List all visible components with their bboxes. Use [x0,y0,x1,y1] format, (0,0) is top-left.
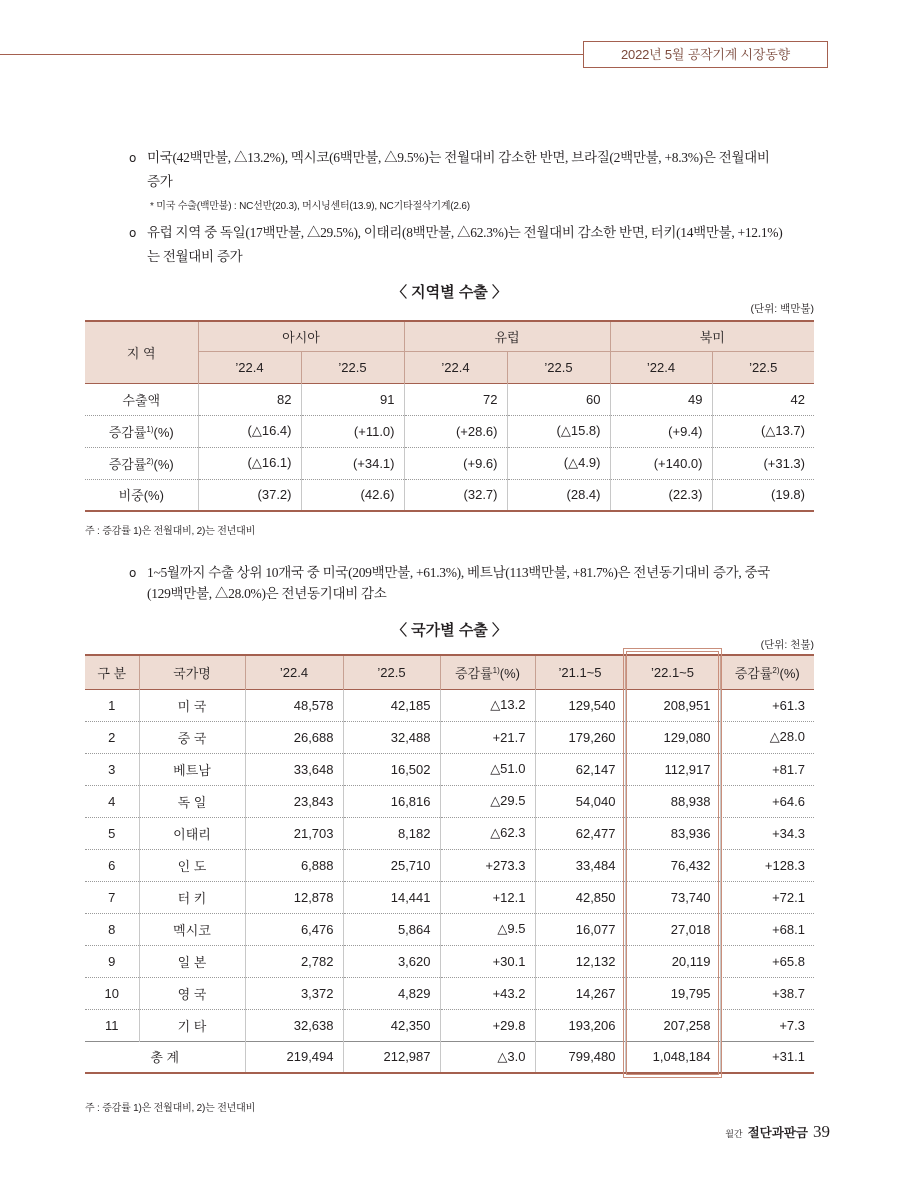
footnote-marker: 1) [492,665,500,675]
page-footer [725,1122,830,1142]
header-unit: (%) [499,665,521,681]
magazine-name: 절단과판금 [747,1126,808,1140]
value-cell: △62.3 [440,817,535,849]
group-header-north-america: 북미 [610,321,814,351]
value-cell: (+9.6) [404,447,507,479]
row-label [85,479,198,511]
value-cell: 33,648 [245,753,343,785]
country-name-cell: 인 도 [139,849,245,881]
region-table-row [85,479,814,511]
rank-cell: 9 [85,945,139,977]
footnote-marker: 1) [146,424,154,434]
value-cell: +21.7 [440,721,535,753]
group-header-europe: 유럽 [404,321,610,351]
value-cell: 16,502 [343,753,440,785]
value-cell: 42 [712,383,814,415]
group-header-asia: 아시아 [198,321,404,351]
value-cell: 54,040 [535,785,625,817]
country-name-cell: 영 국 [139,977,245,1009]
rank-cell: 6 [85,849,139,881]
value-cell: 82 [198,383,301,415]
col-header-country: 국가명 [139,655,245,689]
value-cell: +68.1 [720,913,814,945]
header-text: 증감률 [454,665,493,681]
value-cell: (△16.4) [198,415,301,447]
value-cell: (△13.7) [712,415,814,447]
value-cell: 129,080 [625,721,720,753]
rank-cell: 5 [85,817,139,849]
row-label [85,415,198,447]
value-cell: +81.7 [720,753,814,785]
value-cell: +34.3 [720,817,814,849]
country-name-cell: 독 일 [139,785,245,817]
country-table-row [85,1009,814,1041]
value-cell: 212,987 [343,1041,440,1073]
country-export-table [85,654,814,1074]
footnote-marker: 2) [146,456,154,466]
col-header-period: ’22.1~5 [625,655,720,689]
region-table-title: 〈 지역별 수출 〉 [392,284,507,301]
col-header-rank: 구 분 [85,655,139,689]
footnote-marker: 2) [772,665,780,675]
value-cell: +128.3 [720,849,814,881]
value-cell: (22.3) [610,479,712,511]
bullet-text-line: 는 전월대비 증가 [147,249,243,264]
row-label-unit: (%) [153,456,174,472]
value-cell: 6,888 [245,849,343,881]
period-header: ’22.5 [712,351,814,383]
country-table-title: 〈 국가별 수출 〉 [392,622,507,639]
row-label-text: 비중(%) [118,488,164,504]
value-cell: 32,488 [343,721,440,753]
country-table-total-row [85,1041,814,1073]
col-header-change-yoy [720,655,814,689]
value-cell: 4,829 [343,977,440,1009]
footnote: * 미국 수출(백만불) : NC선반(20.3), 머시닝센터(13.9), NC기타절삭기계(2.6) [150,201,470,212]
col-header-period: ’22.4 [245,655,343,689]
magazine-prefix: 월간 [725,1129,743,1139]
region-table-body [85,383,814,511]
total-label: 총 계 [85,1041,245,1073]
country-table-row [85,753,814,785]
value-cell: (△16.1) [198,447,301,479]
value-cell: 12,132 [535,945,625,977]
col-header-period: ’21.1~5 [535,655,625,689]
value-cell: 219,494 [245,1041,343,1073]
header-row [85,321,814,351]
value-cell: (32.7) [404,479,507,511]
value-cell: 8,182 [343,817,440,849]
region-export-table [85,320,814,512]
value-cell: 62,477 [535,817,625,849]
value-cell: △13.2 [440,689,535,721]
value-cell: (△4.9) [507,447,610,479]
value-cell: 91 [301,383,404,415]
country-name-cell: 중 국 [139,721,245,753]
row-label [85,447,198,479]
value-cell: 5,864 [343,913,440,945]
value-cell: +7.3 [720,1009,814,1041]
country-name-cell: 베트남 [139,753,245,785]
value-cell: △9.5 [440,913,535,945]
country-table-row [85,849,814,881]
value-cell: 799,480 [535,1041,625,1073]
bullet-text-line: 증가 [147,174,173,189]
value-cell: +61.3 [720,689,814,721]
value-cell: +31.1 [720,1041,814,1073]
value-cell: (+11.0) [301,415,404,447]
bullet-text-line: (129백만불, △28.0%)은 전년동기대비 감소 [147,586,387,601]
value-cell: (37.2) [198,479,301,511]
value-cell: 14,441 [343,881,440,913]
value-cell: 33,484 [535,849,625,881]
value-cell: 20,119 [625,945,720,977]
value-cell: 129,540 [535,689,625,721]
value-cell: 6,476 [245,913,343,945]
value-cell: (19.8) [712,479,814,511]
country-table-row [85,817,814,849]
country-name-cell: 일 본 [139,945,245,977]
rank-cell: 7 [85,881,139,913]
value-cell: 88,938 [625,785,720,817]
value-cell: 207,258 [625,1009,720,1041]
value-cell: △29.5 [440,785,535,817]
row-label-unit: (%) [153,424,174,440]
value-cell: 193,206 [535,1009,625,1041]
value-cell: 3,372 [245,977,343,1009]
value-cell: +43.2 [440,977,535,1009]
value-cell: △3.0 [440,1041,535,1073]
rank-cell: 8 [85,913,139,945]
value-cell: 26,688 [245,721,343,753]
country-table-body [85,689,814,1073]
corner-header: 지 역 [85,321,198,383]
value-cell: (△15.8) [507,415,610,447]
period-header: ’22.5 [301,351,404,383]
value-cell: △51.0 [440,753,535,785]
value-cell: +12.1 [440,881,535,913]
header-unit: (%) [779,665,800,681]
value-cell: +29.8 [440,1009,535,1041]
rank-cell: 3 [85,753,139,785]
table-note: 주 : 증감률 1)은 전월대비, 2)는 전년대비 [85,1103,256,1114]
value-cell: 83,936 [625,817,720,849]
value-cell: 60 [507,383,610,415]
row-label-text: 증감률 [108,424,147,440]
country-name-cell: 기 타 [139,1009,245,1041]
value-cell: 42,850 [535,881,625,913]
header-text: 증감률 [734,665,773,681]
header-row [85,655,814,689]
value-cell: 1,048,184 [625,1041,720,1073]
rank-cell: 10 [85,977,139,1009]
value-cell: +72.1 [720,881,814,913]
value-cell: 14,267 [535,977,625,1009]
value-cell: 12,878 [245,881,343,913]
country-name-cell: 이태리 [139,817,245,849]
value-cell: (+140.0) [610,447,712,479]
country-table-row [85,721,814,753]
value-cell: 3,620 [343,945,440,977]
row-label-text: 증감률 [108,456,147,472]
value-cell: 19,795 [625,977,720,1009]
col-header-change-mom [440,655,535,689]
region-table-unit: (단위: 백만불) [750,303,814,315]
table-note: 주 : 증감률 1)은 전월대비, 2)는 전년대비 [85,526,256,537]
value-cell: +273.3 [440,849,535,881]
value-cell: 42,185 [343,689,440,721]
value-cell: 72 [404,383,507,415]
country-name-cell: 멕시코 [139,913,245,945]
value-cell: 49 [610,383,712,415]
value-cell: 2,782 [245,945,343,977]
rank-cell: 11 [85,1009,139,1041]
value-cell: 16,816 [343,785,440,817]
value-cell: 112,917 [625,753,720,785]
running-header-title: 2022년 5월 공작기계 시장동향 [583,41,828,68]
value-cell: (28.4) [507,479,610,511]
value-cell: 21,703 [245,817,343,849]
value-cell: (+28.6) [404,415,507,447]
bullet-marker: o [129,151,137,165]
value-cell: 27,018 [625,913,720,945]
region-table-row [85,383,814,415]
country-table-row [85,913,814,945]
rank-cell: 2 [85,721,139,753]
value-cell: 32,638 [245,1009,343,1041]
bullet-text-line: 미국(42백만불, △13.2%), 멕시코(6백만불, △9.5%)는 전월대비 감소한 반면, 브라질(2백만불, +8.3%)은 전월대비 [147,150,770,165]
value-cell: +65.8 [720,945,814,977]
header-rule [0,54,584,55]
country-table-row [85,977,814,1009]
region-table-row [85,447,814,479]
country-name-cell: 미 국 [139,689,245,721]
bullet-text-line: 유럽 지역 중 독일(17백만불, △29.5%), 이태리(8백만불, △62.3%)는 전월대비 감소한 반면, 터키(14백만불, +12.1%) [147,225,783,240]
value-cell: 73,740 [625,881,720,913]
country-table-row [85,881,814,913]
value-cell: 179,260 [535,721,625,753]
value-cell: (+9.4) [610,415,712,447]
period-header: ’22.4 [404,351,507,383]
value-cell: 16,077 [535,913,625,945]
col-header-period: ’22.5 [343,655,440,689]
period-header: ’22.5 [507,351,610,383]
rank-cell: 4 [85,785,139,817]
row-label-text: 수출액 [122,392,161,408]
bullet-text-line: 1~5월까지 수출 상위 10개국 중 미국(209백만불, +61.3%), 베트남(113백만불, +81.7%)은 전년동기대비 증가, 중국 [147,565,770,580]
value-cell: (+34.1) [301,447,404,479]
period-header: ’22.4 [610,351,712,383]
value-cell: +30.1 [440,945,535,977]
country-table-row [85,785,814,817]
country-name-cell: 터 키 [139,881,245,913]
value-cell: (42.6) [301,479,404,511]
bullet-marker: o [129,226,137,240]
value-cell: 62,147 [535,753,625,785]
value-cell: 76,432 [625,849,720,881]
bullet-marker: o [129,566,137,580]
row-label [85,383,198,415]
value-cell: 23,843 [245,785,343,817]
rank-cell: 1 [85,689,139,721]
page-number: 39 [813,1122,830,1141]
value-cell: 208,951 [625,689,720,721]
country-table-unit: (단위: 천불) [760,639,814,651]
country-table-row [85,945,814,977]
value-cell: +64.6 [720,785,814,817]
value-cell: 42,350 [343,1009,440,1041]
value-cell: +38.7 [720,977,814,1009]
region-table-row [85,415,814,447]
value-cell: 48,578 [245,689,343,721]
value-cell: △28.0 [720,721,814,753]
country-table-row [85,689,814,721]
period-header: ’22.4 [198,351,301,383]
value-cell: 25,710 [343,849,440,881]
value-cell: (+31.3) [712,447,814,479]
